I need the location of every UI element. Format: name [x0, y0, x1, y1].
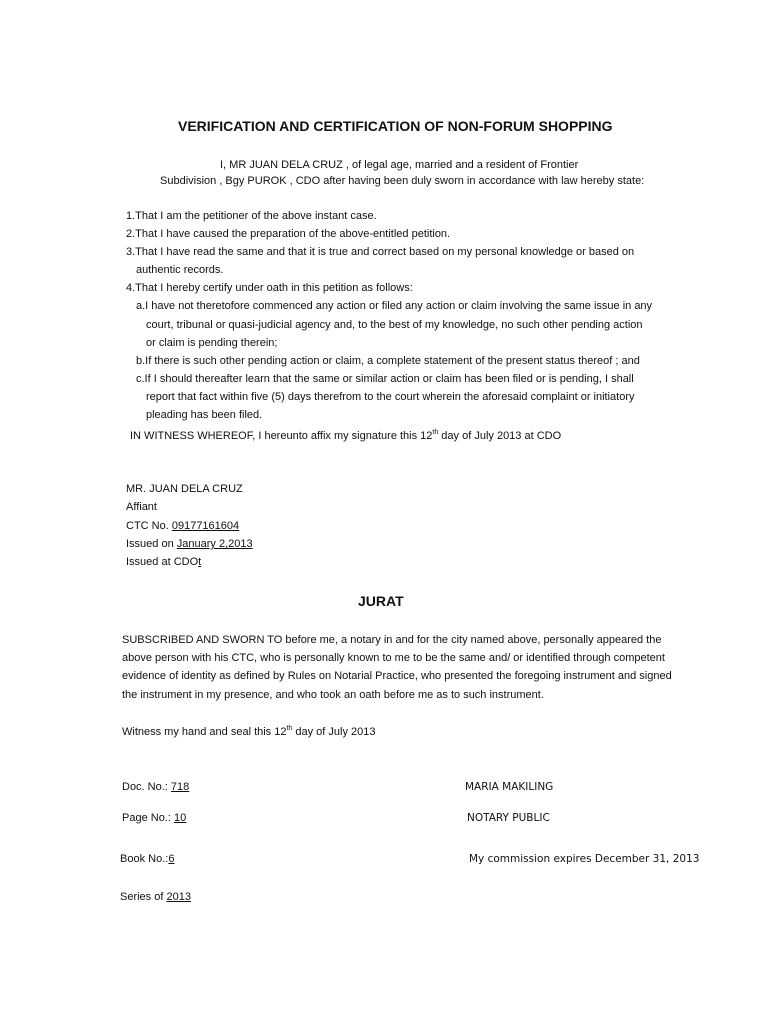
witness-clause-end: day of July 2013 at CDO	[438, 430, 562, 442]
ctc-value: 09177161604	[171, 520, 240, 532]
book-number-label: Book No.:	[120, 853, 169, 865]
doc-number	[122, 782, 189, 793]
statement-4: 4.That I hereby certify under oath in this petition as follows:	[126, 282, 413, 294]
statement-3: 3.That I have read the same and that it is true and correct based on my personal knowledge or based on	[126, 246, 635, 258]
seal-ordinal: th	[286, 725, 293, 732]
statement-1: 1.That I am the petitioner of the above instant case.	[126, 210, 377, 222]
seal-clause-end: day of July 2013	[292, 726, 376, 738]
affiant-role: Affiant	[126, 501, 157, 513]
witness-clause	[130, 431, 561, 442]
issued-at-label: Issued at CDO	[126, 556, 199, 568]
ctc-number	[126, 521, 239, 532]
intro-line-2: Subdivision , Bgy PUROK , CDO after having been duly sworn in accordance with law hereby state:	[160, 175, 645, 187]
page-number-value: 10	[173, 812, 187, 824]
jurat-line-1: SUBSCRIBED AND SWORN TO before me, a notary in and for the city named above, personally appeared the	[122, 634, 662, 646]
doc-number-value: 718	[170, 781, 190, 793]
statement-4c-line-1: c.If I should thereafter learn that the same or similar action or claim has been filed or is pending, I shall	[136, 373, 634, 385]
notary-title: NOTARY PUBLIC	[467, 812, 550, 824]
jurat-title: JURAT	[358, 593, 404, 609]
statement-4a-line-2: court, tribunal or quasi-judicial agency and, to the best of my knowledge, no such other pending action	[146, 319, 643, 331]
statement-4a-line-3: or claim is pending therein;	[146, 337, 278, 349]
page-number-label: Page No.:	[122, 812, 174, 824]
statement-4b: b.If there is such other pending action or claim, a complete statement of the present status thereof ; and	[136, 355, 640, 367]
seal-clause-text: Witness my hand and seal this 12	[122, 726, 287, 738]
statement-4c-line-3: pleading has been filed.	[146, 409, 263, 421]
book-number	[120, 854, 174, 865]
seal-clause	[122, 727, 376, 738]
jurat-line-4: the instrument in my presence, and who took an oath before me as to such instrument.	[122, 689, 544, 701]
series-year	[120, 892, 191, 903]
intro-line-1: I, MR JUAN DELA CRUZ , of legal age, married and a resident of Frontier	[220, 159, 579, 171]
doc-number-label: Doc. No.:	[122, 781, 171, 793]
series-value: 2013	[166, 891, 191, 903]
series-label: Series of	[120, 891, 167, 903]
issued-on	[126, 539, 253, 550]
statement-3-cont: authentic records.	[136, 264, 224, 276]
document-title: VERIFICATION AND CERTIFICATION OF NON-FORUM SHOPPING	[178, 118, 613, 134]
affiant-name: MR. JUAN DELA CRUZ	[126, 483, 243, 495]
ctc-label: CTC No.	[126, 520, 172, 532]
issued-on-label: Issued on	[126, 538, 177, 550]
issued-at-suffix: t	[198, 556, 202, 568]
notary-name: MARIA MAKILING	[465, 781, 554, 793]
jurat-line-2: above person with his CTC, who is personally known to me to be the same and/ or identified through competent	[122, 652, 665, 664]
statement-2: 2.That I have caused the preparation of the above-entitled petition.	[126, 228, 451, 240]
issued-at	[126, 557, 201, 568]
page-number	[122, 813, 186, 824]
witness-ordinal: th	[432, 429, 439, 436]
jurat-line-3: evidence of identity as defined by Rules on Notarial Practice, who presented the foregoing instrument and signed	[122, 670, 672, 682]
witness-clause-text: IN WITNESS WHEREOF, I hereunto affix my signature this 12	[130, 430, 433, 442]
statement-4c-line-2: report that fact within five (5) days therefrom to the court wherein the aforesaid complaint or initiatory	[146, 391, 635, 403]
issued-on-value: January 2,2013	[176, 538, 253, 550]
statement-4a-line-1: a.I have not theretofore commenced any action or filed any action or claim involving the same issue in any	[136, 300, 653, 312]
commission-expiry: My commission expires December 31, 2013	[469, 853, 700, 865]
book-number-value: 6	[168, 853, 175, 865]
